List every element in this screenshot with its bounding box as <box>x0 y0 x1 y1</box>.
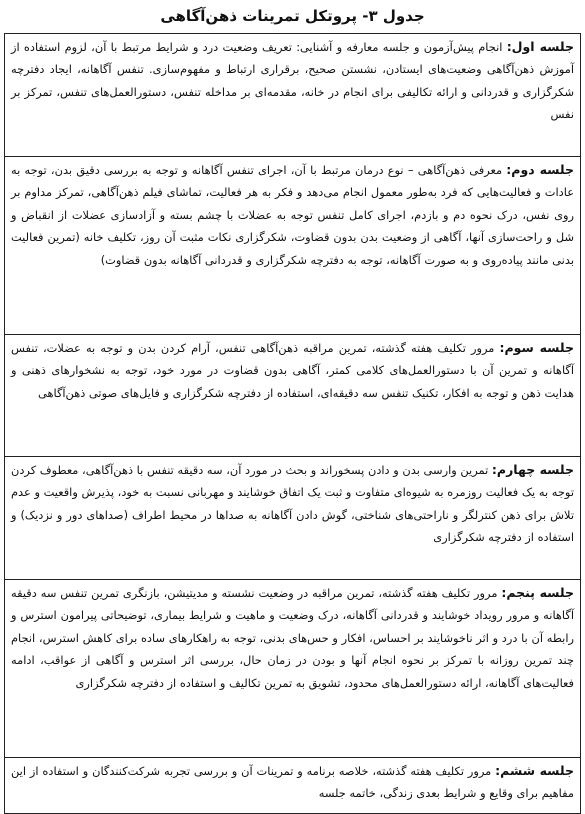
session-row-1 <box>5 34 580 156</box>
session-row-4 <box>5 456 580 579</box>
session-label: جلسه سوم: <box>499 340 574 355</box>
session-label: جلسه پنجم: <box>501 585 574 600</box>
protocol-table <box>4 33 581 814</box>
session-label: جلسه اول: <box>506 39 574 54</box>
session-text: مرور تکلیف هفته گذشته، تمرین مراقبه ذهن‌آگاهی تنفس، آرام کردن بدن و توجه به عضلات، تنفس آگاهانه و تمرین آن با دستورالعمل‌های کلامی کمتر، آگاهی بدون قضاوت در مورد خود، توجه به نشخوارهای ذهنی و هدایت ذهن و توجه به افکار، تکنیک تنفس سه دقیقه‌ای، استفاده از دفترچه شکرگزاری و فایل‌های صوتی ذهن‌آگاهی <box>11 341 574 400</box>
session-text: معرفی ذهن‌آگاهی – نوع درمان مرتبط با آن، اجرای تنفس آگاهانه و توجه به بررسی دقیق بدن، توجه به عادات و فعالیت‌هایی که فرد به‌طور معمول انجام می‌دهد و فکر به هر فعالیت، تماشای فیلم ذهن‌آگاهی، تمرکز مداوم بر روی نفس، درک نحوه دم و بازدم، اجرای کامل تنفس توجه به عضلات با چشم بسته و آزادسازی عضلات از انقباض و شل و راحت‌سازی آنها، آگاهی از وضعیت بدن بدون قضاوت، شکرگزاری نکات مثبت آن روز، تکلیف خانه (تمرین فعالیت بدنی مانند پیاده‌روی و به صورت آگاهانه، توجه به دفترچه شکرگزاری و قدردانی آگاهانه بدون قضاوت) <box>11 163 574 267</box>
session-label: جلسه دوم: <box>506 162 574 177</box>
session-row-2 <box>5 156 580 334</box>
session-row-6 <box>5 757 580 813</box>
session-text: انجام پیش‌آزمون و جلسه معارفه و آشنایی: تعریف وضعیت درد و شرایط مرتبط با آن، لزوم استفاده از آموزش ذهن‌آگاهی وضعیت‌های ایستادن، نشستن صحیح، برقراری ارتباط و مفهوم‌سازی. تنفس آگاهانه، ایجاد دفترچه شکرگزاری و قدردانی و ارائه تکالیفی برای انجام در خانه، مقدمه‌ای بر مداخله تنفس، دستورالعمل‌های تنفس، تمرکز بر نفس <box>11 40 574 122</box>
session-text: مرور تکلیف هفته گذشته، خلاصه برنامه و تمرینات آن و بررسی تجربه شرکت‌کنندگان و استفاده از این مفاهیم برای وقایع و شرایط بعدی زندگی، خاتمه جلسه <box>11 764 574 801</box>
session-label: جلسه ششم: <box>495 763 575 778</box>
session-text: مرور تکلیف هفته گذشته، تمرین مراقبه در وضعیت نشسته و مدیتیشن، بازنگری تمرین تنفس سه دقیقه آگاهانه و مرور رویداد خوشایند و قدردانی آگاهانه، درک وضعیت و ماهیت و شرایط بیماری، توضیحاتی پیرامون استرس و رابطه آن با درد و اثر ناخوشایند بر احساس، افکار و حس‌های بدنی، توجه به راهکارهای ساده برای کاهش استرس، انجام چند تمرین روزانه با تمرکز بر نحوه انجام آنها و بودن در زمان حال، بررسی اثر استرس و آگاهی از عواقب، ادامه فعالیت‌های آگاهانه، ارائه دستورالعمل‌های محدود، تشویق به تمرین تکالیف و استفاده از دفترچه شکرگزاری <box>11 586 574 690</box>
session-label: جلسه چهارم: <box>491 462 574 477</box>
session-row-5 <box>5 579 580 757</box>
session-text: تمرین وارسی بدن و دادن پسخوراند و بحث در مورد آن، سه دقیقه تنفس با ذهن‌آگاهی، معطوف کردن توجه به یک فعالیت روزمره به شیوه‌ای متفاوت و ثبت یک اتفاق خوشایند و مهربانی نسبت به خود، پذیرش واقعیت و عدم تلاش برای ذهن کنترلگر و ناراحتی‌های شناختی، گوش دادن آگاهانه به صداها در محیط اطراف (صداهای دور و نزدیک) و استفاده از دفترچه شکرگزاری <box>11 463 574 545</box>
table-title: جدول ۳- پروتکل تمرینات ذهن‌آگاهی <box>160 7 425 25</box>
session-row-3 <box>5 334 580 456</box>
